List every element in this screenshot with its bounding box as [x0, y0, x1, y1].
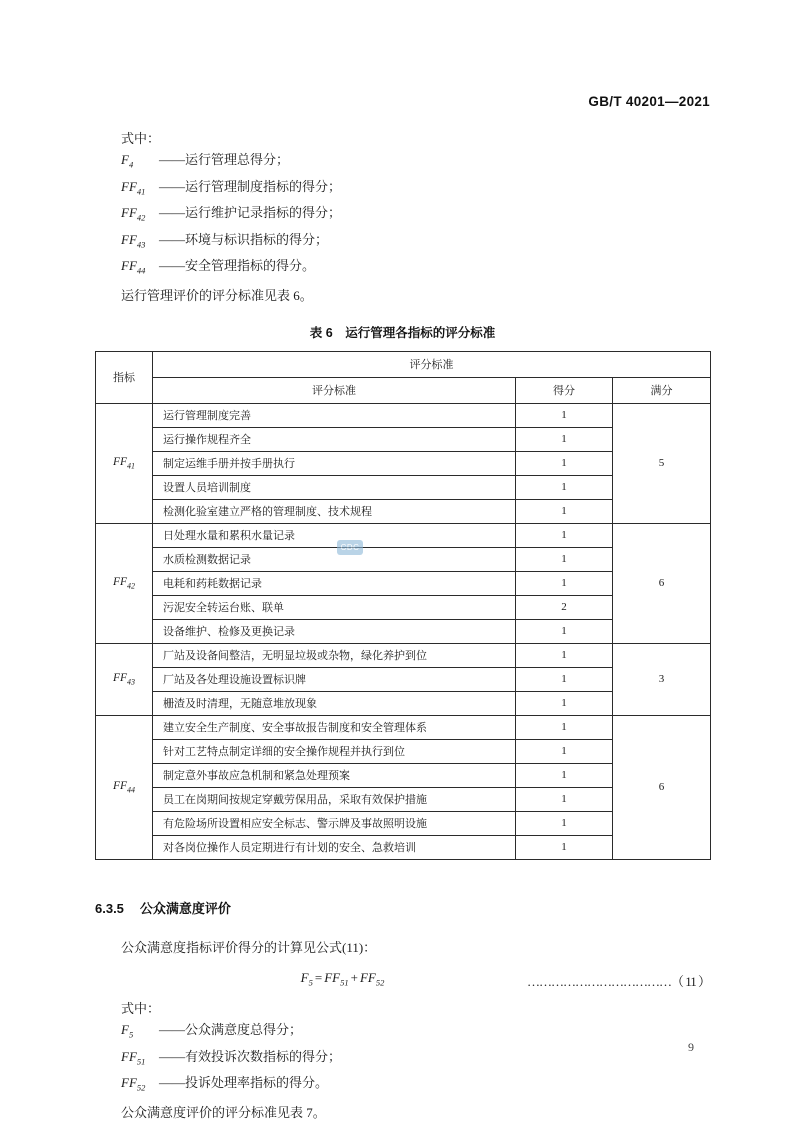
section-number: 6.3.5: [95, 900, 124, 916]
table-row: [96, 715, 711, 739]
symbol: $FF_{41}$: [121, 178, 146, 197]
indicator-cell: $FF_{43}$: [96, 643, 153, 715]
table-caption: 表 6 运行管理各指标的评分标准: [309, 325, 496, 340]
criteria-cell: 运行操作规程齐全: [153, 427, 516, 451]
symbol-line: [121, 1019, 710, 1046]
page-content: [95, 128, 710, 1122]
standard-number: GB/T 40201—2021: [588, 94, 710, 109]
score-cell: 1: [516, 619, 613, 643]
criteria-cell: 针对工艺特点制定详细的安全操作规程并执行到位: [153, 739, 516, 763]
maxscore-header: 满分: [613, 377, 711, 403]
formula-number: ………………………………（ 11 ）: [526, 973, 710, 989]
maxscore-cell: 5: [613, 403, 711, 523]
maxscore-cell: 6: [613, 523, 711, 643]
symbol-description: ——环境与标识指标的得分；: [159, 231, 329, 247]
indicator-header: 指标: [96, 351, 153, 403]
criteria-cell: 厂站及设备间整洁，无明显垃圾或杂物，绿化养护到位: [153, 643, 516, 667]
score-cell: 1: [516, 475, 613, 499]
indicator-cell: $FF_{44}$: [96, 715, 153, 859]
symbol: $F_5$: [121, 1021, 134, 1040]
score-cell: 1: [516, 547, 613, 571]
score-cell: 1: [516, 571, 613, 595]
indicator-cell: $FF_{42}$: [96, 523, 153, 643]
symbol-line: [121, 255, 710, 282]
symbol-line: [121, 149, 710, 176]
symbol: $F_4$: [121, 152, 134, 170]
watermark-stamp: CDC: [337, 540, 363, 555]
score-cell: 1: [516, 763, 613, 787]
symbol-description: ——公众满意度总得分；: [159, 1021, 303, 1037]
criteria-cell: 建立安全生产制度、安全事故报告制度和安全管理体系: [153, 715, 516, 739]
formula-expression: $F_5 = FF_{51} + FF_{52}$: [300, 969, 385, 988]
criteria-cell: 有危险场所设置相应安全标志、警示牌及事故照明设施: [153, 811, 516, 835]
table-row: [96, 523, 711, 547]
scoring-table: [95, 351, 711, 860]
symbol-line: [121, 176, 710, 203]
section-title: 公众满意度评价: [139, 900, 231, 916]
score-cell: 1: [516, 643, 613, 667]
score-cell: 1: [516, 691, 613, 715]
criteria-cell: 检测化验室建立严格的管理制度、技术规程: [153, 499, 516, 523]
symbol-line: [121, 229, 710, 256]
symbol-line: [121, 1046, 710, 1073]
table-header-row: [96, 351, 711, 377]
symbol-description: ——运行管理制度指标的得分；: [159, 178, 342, 194]
table-row: [96, 643, 711, 667]
score-cell: 1: [516, 427, 613, 451]
table-row: [96, 403, 711, 427]
maxscore-cell: 3: [613, 643, 711, 715]
symbol-list-1: [121, 149, 710, 282]
score-cell: 1: [516, 835, 613, 859]
table7-reference-note: 公众满意度评价的评分标准见表 7。: [121, 1104, 326, 1120]
score-cell: 1: [516, 523, 613, 547]
criteria-cell: 设置人员培训制度: [153, 475, 516, 499]
criteria-group-header: 评分标准: [153, 351, 711, 377]
page-number: 9: [688, 1040, 694, 1054]
criteria-cell: 制定意外事故应急机制和紧急处理预案: [153, 763, 516, 787]
symbol: $FF_{51}$: [121, 1048, 146, 1067]
where-block-2: [95, 998, 710, 1122]
formula-line: [95, 970, 710, 994]
section-heading: [95, 898, 710, 917]
score-cell: 1: [516, 715, 613, 739]
formula-intro-paragraph: 公众满意度指标评价得分的计算见公式(11)：: [121, 939, 377, 955]
criteria-cell: 水质检测数据记录: [153, 547, 516, 571]
criteria-header: 评分标准: [153, 377, 516, 403]
symbol-description: ——安全管理指标的得分。: [159, 258, 316, 274]
symbol-description: ——运行维护记录指标的得分；: [159, 205, 342, 221]
where-label-2: 式中：: [121, 1000, 161, 1016]
criteria-cell: 日处理水量和累积水量记录: [153, 523, 516, 547]
criteria-cell: 员工在岗期间按规定穿戴劳保用品，采取有效保护措施: [153, 787, 516, 811]
score-cell: 1: [516, 403, 613, 427]
score-cell: 1: [516, 811, 613, 835]
where-label-1: 式中：: [121, 131, 161, 146]
symbol: $FF_{42}$: [121, 205, 146, 223]
symbol-description: ——运行管理总得分；: [159, 152, 290, 167]
symbol-description: ——有效投诉次数指标的得分；: [159, 1048, 342, 1064]
score-cell: 1: [516, 787, 613, 811]
score-cell: 1: [516, 739, 613, 763]
criteria-cell: 栅渣及时清理，无随意堆放现象: [153, 691, 516, 715]
symbol-line: [121, 1072, 710, 1099]
criteria-cell: 电耗和药耗数据记录: [153, 571, 516, 595]
table-subheader-row: [96, 377, 711, 403]
score-cell: 2: [516, 595, 613, 619]
criteria-cell: 对各岗位操作人员定期进行有计划的安全、急救培训: [153, 835, 516, 859]
table-reference-note: 运行管理评价的评分标准见表 6。: [121, 287, 313, 303]
maxscore-cell: 6: [613, 715, 711, 859]
criteria-cell: 设备维护、检修及更换记录: [153, 619, 516, 643]
symbol-list-2: [121, 1019, 710, 1099]
criteria-cell: 制定运维手册并按手册执行: [153, 451, 516, 475]
criteria-cell: 运行管理制度完善: [153, 403, 516, 427]
score-cell: 1: [516, 499, 613, 523]
score-cell: 1: [516, 667, 613, 691]
score-cell: 1: [516, 451, 613, 475]
symbol: $FF_{52}$: [121, 1075, 146, 1093]
symbol: $FF_{44}$: [121, 258, 146, 276]
symbol-description: ——投诉处理率指标的得分。: [159, 1075, 329, 1091]
symbol: $FF_{43}$: [121, 231, 146, 250]
score-header: 得分: [516, 377, 613, 403]
indicator-cell: $FF_{41}$: [96, 403, 153, 523]
symbol-line: [121, 202, 710, 229]
criteria-cell: 厂站及各处理设施设置标识牌: [153, 667, 516, 691]
criteria-cell: 污泥安全转运台账、联单: [153, 595, 516, 619]
